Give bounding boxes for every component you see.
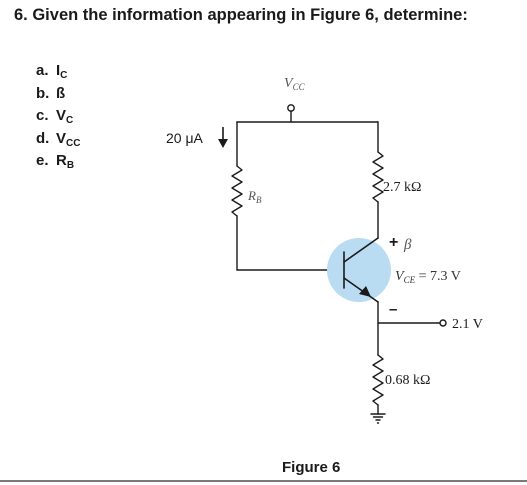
part-symbol: ß bbox=[56, 84, 66, 102]
rb-label: $R_B$ bbox=[248, 188, 262, 205]
part-symbol: V bbox=[56, 129, 67, 147]
rc-resistor bbox=[373, 152, 383, 202]
base-current-arrowhead-icon bbox=[218, 139, 228, 148]
vcc-terminal bbox=[288, 105, 294, 111]
transistor-body bbox=[327, 238, 391, 302]
part-subscript: C bbox=[66, 115, 74, 127]
part-letter: e. bbox=[36, 152, 49, 170]
re-value-label: 0.68 kΩ bbox=[385, 373, 431, 388]
re-resistor bbox=[373, 355, 383, 405]
part-subscript: B bbox=[66, 160, 75, 172]
part-symbol: V bbox=[56, 107, 67, 125]
part-letter: a. bbox=[36, 62, 49, 79]
bottom-divider bbox=[0, 480, 527, 482]
beta-label: β bbox=[404, 237, 412, 253]
rb-resistor bbox=[232, 166, 242, 216]
vcc-label: $V_{CC}$ bbox=[284, 76, 305, 92]
question-title: 6. Given the information appearing in Figure 6, determine: bbox=[14, 6, 468, 24]
emitter-terminal bbox=[440, 320, 446, 326]
part-symbol: I bbox=[56, 62, 61, 79]
figure-caption: Figure 6 bbox=[282, 459, 341, 476]
plus-sign: + bbox=[389, 234, 399, 251]
vce-label: $V_{CE} = 7.3$ V bbox=[395, 269, 461, 285]
part-subscript: CC bbox=[66, 137, 81, 149]
part-letter: c. bbox=[36, 107, 49, 125]
part-letter: b. bbox=[36, 84, 50, 102]
base-current-label: 20 μA bbox=[166, 130, 203, 146]
minus-sign: – bbox=[389, 301, 398, 318]
rc-value-label: 2.7 kΩ bbox=[383, 180, 422, 195]
part-letter: d. bbox=[36, 129, 50, 147]
part-symbol: R bbox=[56, 152, 67, 170]
part-subscript: C bbox=[60, 70, 68, 81]
emitter-voltage-label: 2.1 V bbox=[452, 317, 483, 332]
